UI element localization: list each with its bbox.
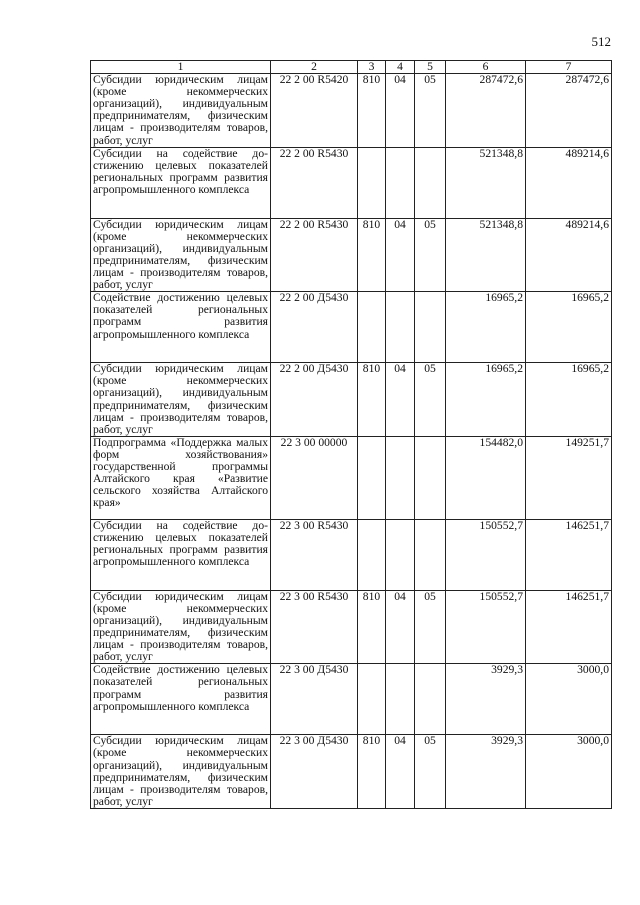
row-code-cell: 22 3 00 00000 (271, 436, 358, 519)
table-row (91, 74, 612, 148)
row-value6-cell: 16965,2 (446, 292, 526, 363)
page-number: 512 (591, 34, 611, 49)
row-col5-cell (415, 519, 446, 590)
row-name-cell: Субсидии юридическим лицам (кроме некоммерческих организаций), индивидуальным предпринимателям, физическим лицам - производителям товаров, работ, услуг (91, 363, 271, 437)
row-value7-cell: 146251,7 (526, 519, 612, 590)
header-col-2: 2 (271, 61, 358, 74)
table-row (91, 436, 612, 519)
row-col3-cell: 810 (358, 74, 386, 148)
row-col3-cell: 810 (358, 218, 386, 292)
row-code-cell: 22 3 00 Д5430 (271, 664, 358, 735)
header-col-3: 3 (358, 61, 386, 74)
row-col3-cell (358, 436, 386, 519)
row-col4-cell: 04 (386, 363, 415, 437)
row-col4-cell (386, 519, 415, 590)
row-col3-cell: 810 (358, 735, 386, 809)
row-name-cell: Содействие достижению целевых показателей региональных программ развития агропромышленного комплекса (91, 292, 271, 363)
row-col5-cell: 05 (415, 590, 446, 664)
row-col3-cell (358, 519, 386, 590)
row-value7-cell: 16965,2 (526, 363, 612, 437)
row-name-cell: Субсидии юридическим лицам (кроме некоммерческих организаций), индивидуальным предпринимателям, физическим лицам - производителям товаров, работ, услуг (91, 218, 271, 292)
header-col-4: 4 (386, 61, 415, 74)
row-code-cell: 22 2 00 R5420 (271, 74, 358, 148)
row-value7-cell: 149251,7 (526, 436, 612, 519)
row-col5-cell (415, 292, 446, 363)
row-value7-cell: 3000,0 (526, 664, 612, 735)
row-col4-cell (386, 147, 415, 218)
row-code-cell: 22 2 00 Д5430 (271, 363, 358, 437)
row-value6-cell: 521348,8 (446, 147, 526, 218)
row-value6-cell: 521348,8 (446, 218, 526, 292)
table-body (91, 74, 612, 809)
row-col3-cell (358, 292, 386, 363)
row-col4-cell: 04 (386, 735, 415, 809)
table-row (91, 218, 612, 292)
row-value6-cell: 154482,0 (446, 436, 526, 519)
header-col-7: 7 (526, 61, 612, 74)
row-col5-cell (415, 147, 446, 218)
row-col5-cell: 05 (415, 363, 446, 437)
row-col3-cell (358, 147, 386, 218)
row-col4-cell: 04 (386, 74, 415, 148)
table-row (91, 519, 612, 590)
row-name-cell: Содействие достижению целевых показателей региональных программ развития агропромышленного комплекса (91, 664, 271, 735)
row-col4-cell (386, 664, 415, 735)
table-row (91, 363, 612, 437)
row-col4-cell (386, 436, 415, 519)
row-col5-cell (415, 664, 446, 735)
table-row (91, 590, 612, 664)
table-row (91, 664, 612, 735)
table-row (91, 147, 612, 218)
table-header (91, 61, 612, 74)
row-name-cell: Субсидии юридическим лицам (кроме некоммерческих организаций), индивидуальным предпринимателям, физическим лицам - производителям товаров, работ, услуг (91, 74, 271, 148)
row-code-cell: 22 3 00 R5430 (271, 519, 358, 590)
row-value7-cell: 287472,6 (526, 74, 612, 148)
row-col4-cell: 04 (386, 218, 415, 292)
row-col5-cell: 05 (415, 74, 446, 148)
row-code-cell: 22 3 00 Д5430 (271, 735, 358, 809)
header-col-6: 6 (446, 61, 526, 74)
row-value6-cell: 150552,7 (446, 590, 526, 664)
row-value7-cell: 3000,0 (526, 735, 612, 809)
row-col5-cell: 05 (415, 218, 446, 292)
row-code-cell: 22 2 00 R5430 (271, 218, 358, 292)
table-row (91, 292, 612, 363)
row-value6-cell: 16965,2 (446, 363, 526, 437)
row-col4-cell: 04 (386, 590, 415, 664)
row-col3-cell: 810 (358, 590, 386, 664)
row-name-cell: Субсидии юридическим лицам (кроме некоммерческих организаций), индивидуальным предпринимателям, физическим лицам - производителям товаров, работ, услуг (91, 735, 271, 809)
header-col-1: 1 (91, 61, 271, 74)
row-name-cell: Субсидии на содействие достижению целевых показателей региональных программ развития агропромышленного комплекса (91, 147, 271, 218)
row-col3-cell: 810 (358, 363, 386, 437)
row-value6-cell: 3929,3 (446, 735, 526, 809)
row-value6-cell: 287472,6 (446, 74, 526, 148)
table-row (91, 735, 612, 809)
row-name-cell: Субсидии юридическим лицам (кроме некоммерческих организаций), индивидуальным предпринимателям, физическим лицам - производителям товаров, работ, услуг (91, 590, 271, 664)
row-col5-cell: 05 (415, 735, 446, 809)
row-name-cell: Субсидии на содействие достижению целевых показателей региональных программ развития агропромышленного комплекса (91, 519, 271, 590)
row-value7-cell: 489214,6 (526, 218, 612, 292)
row-code-cell: 22 2 00 R5430 (271, 147, 358, 218)
row-value6-cell: 3929,3 (446, 664, 526, 735)
row-value7-cell: 16965,2 (526, 292, 612, 363)
header-col-5: 5 (415, 61, 446, 74)
header-row (91, 61, 612, 74)
budget-table (90, 60, 612, 809)
row-value7-cell: 489214,6 (526, 147, 612, 218)
row-value6-cell: 150552,7 (446, 519, 526, 590)
row-code-cell: 22 2 00 Д5430 (271, 292, 358, 363)
row-col4-cell (386, 292, 415, 363)
row-code-cell: 22 3 00 R5430 (271, 590, 358, 664)
row-col3-cell (358, 664, 386, 735)
row-value7-cell: 146251,7 (526, 590, 612, 664)
row-col5-cell (415, 436, 446, 519)
row-name-cell: Подпрограмма «Поддержка малых форм хозяйствования» государственной программы Алтайского края «Развитие сельского хозяйства Алтайского края» (91, 436, 271, 519)
